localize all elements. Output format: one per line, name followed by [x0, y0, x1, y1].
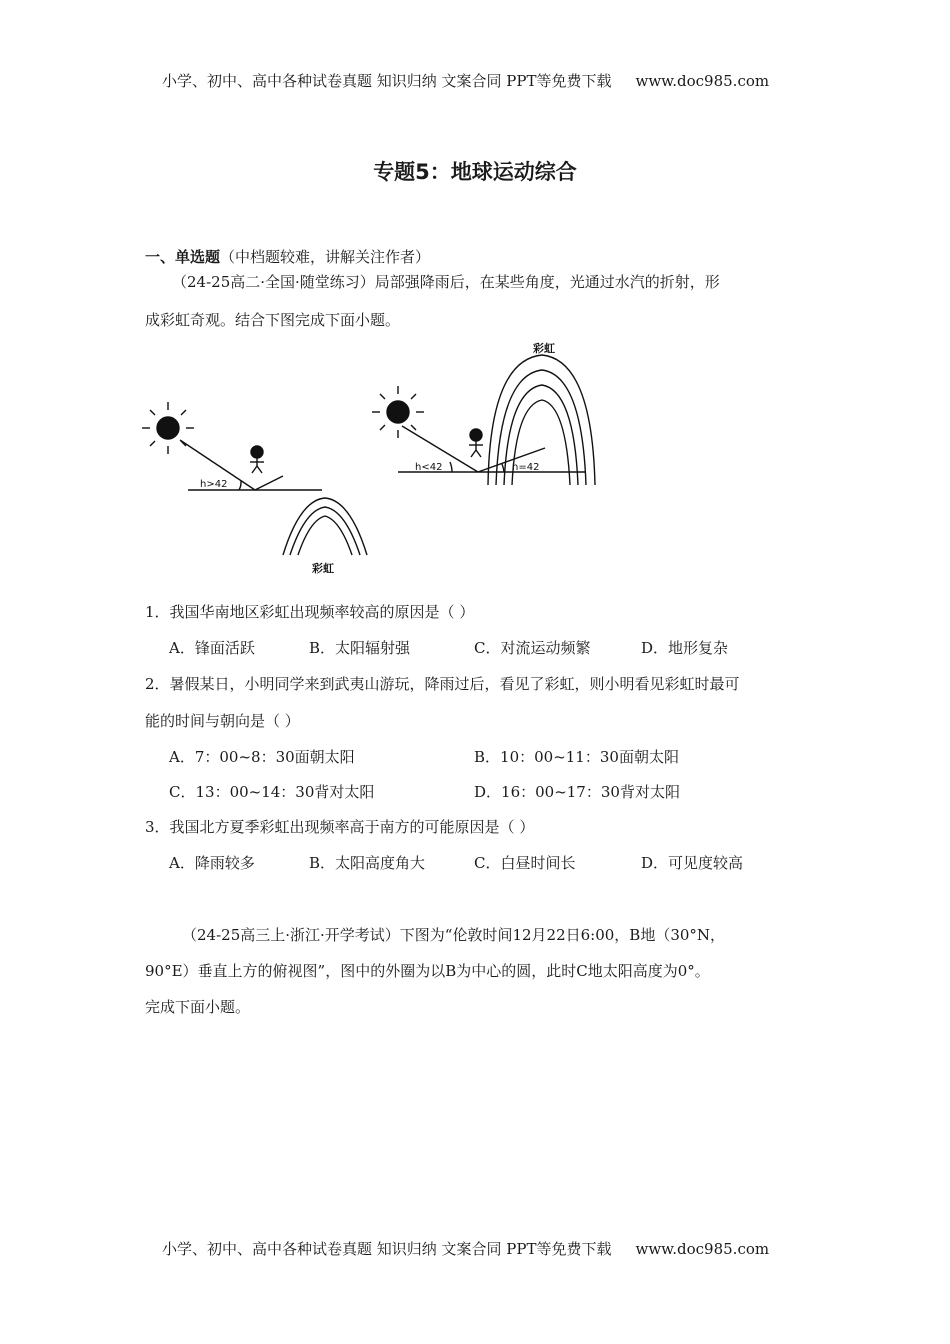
rainbow-figure [140, 340, 600, 580]
left-sun-icon [142, 402, 194, 454]
left-angle-arc [239, 481, 241, 490]
right-angle-arc-right [502, 464, 504, 472]
intro1-line1: （24-25高二·全国·随堂练习）局部强降雨后，在某些角度，光通过水汽的折射，形 [172, 273, 720, 291]
footer-url[interactable]: www.doc985.com [635, 1240, 770, 1258]
question-3-option-b[interactable]: B．太阳高度角大 [309, 854, 426, 872]
page-header [162, 70, 769, 91]
question-1-stem: 1．我国华南地区彩虹出现频率较高的原因是（ ） [145, 603, 475, 621]
section-title: 一、单选题 [145, 248, 221, 266]
section-note: （中档题较难，讲解关注作者） [220, 248, 431, 266]
footer-text: 小学、初中、高中各种试卷真题 知识归纳 文案合同 PPT等免费下载 [162, 1240, 612, 1258]
intro2-line1: （24-25高三上·浙江·开学考试）下图为“伦敦时间12月22日6:00，B地（30°N， [182, 926, 726, 944]
right-angle-arc-left [450, 462, 452, 472]
question-1-option-b[interactable]: B．太阳辐射强 [309, 639, 411, 657]
section-heading [145, 246, 430, 267]
header-text: 小学、初中、高中各种试卷真题 知识归纳 文案合同 PPT等免费下载 [162, 72, 612, 90]
header-url[interactable]: www.doc985.com [635, 72, 770, 90]
question-3-option-d[interactable]: D．可见度较高 [641, 854, 744, 872]
right-rainbow-arcs [488, 355, 595, 485]
intro1-line2: 成彩虹奇观。结合下图完成下面小题。 [145, 311, 401, 329]
right-rainbow-label: 彩虹 [533, 342, 555, 355]
question-3-stem: 3．我国北方夏季彩虹出现频率高于南方的可能原因是（ ） [145, 818, 535, 836]
intro2-line3: 完成下面小题。 [145, 998, 251, 1016]
question-2-option-a[interactable]: A．7：00~8：30面朝太阳 [169, 748, 355, 766]
right-person-icon [469, 429, 483, 457]
question-1-option-a[interactable]: A．锋面活跃 [169, 639, 255, 657]
left-person-icon [250, 446, 264, 473]
right-sun-icon [372, 386, 424, 438]
question-2-option-b[interactable]: B．10：00~11：30面朝太阳 [474, 748, 679, 766]
page-title: 专题5：地球运动综合 [373, 160, 577, 184]
question-2-option-d[interactable]: D．16：00~17：30背对太阳 [474, 783, 680, 801]
left-rainbow-label: 彩虹 [312, 562, 334, 575]
question-1-option-d[interactable]: D．地形复杂 [641, 639, 729, 657]
left-angle-label: h>42 [200, 479, 228, 490]
right-angle-right-label: h=42 [512, 462, 540, 473]
question-2-stem-line1: 2．暑假某日，小明同学来到武夷山游玩，降雨过后，看见了彩虹，则小明看见彩虹时最可 [145, 675, 740, 693]
question-3-option-a[interactable]: A．降雨较多 [169, 854, 255, 872]
question-2-stem-line2: 能的时间与朝向是（ ） [145, 712, 300, 730]
right-angle-left-label: h<42 [415, 462, 443, 473]
question-2-option-c[interactable]: C．13：00~14：30背对太阳 [169, 783, 375, 801]
page-footer [162, 1238, 769, 1259]
question-1-option-c[interactable]: C．对流运动频繁 [474, 639, 591, 657]
left-reflect-line [255, 476, 283, 490]
intro2-line2: 90°E）垂直上方的俯视图”，图中的外圈为以B为中心的圆，此时C地太阳高度为0°。 [145, 962, 710, 980]
question-3-option-c[interactable]: C．白昼时间长 [474, 854, 576, 872]
left-rainbow-arcs [283, 498, 367, 555]
